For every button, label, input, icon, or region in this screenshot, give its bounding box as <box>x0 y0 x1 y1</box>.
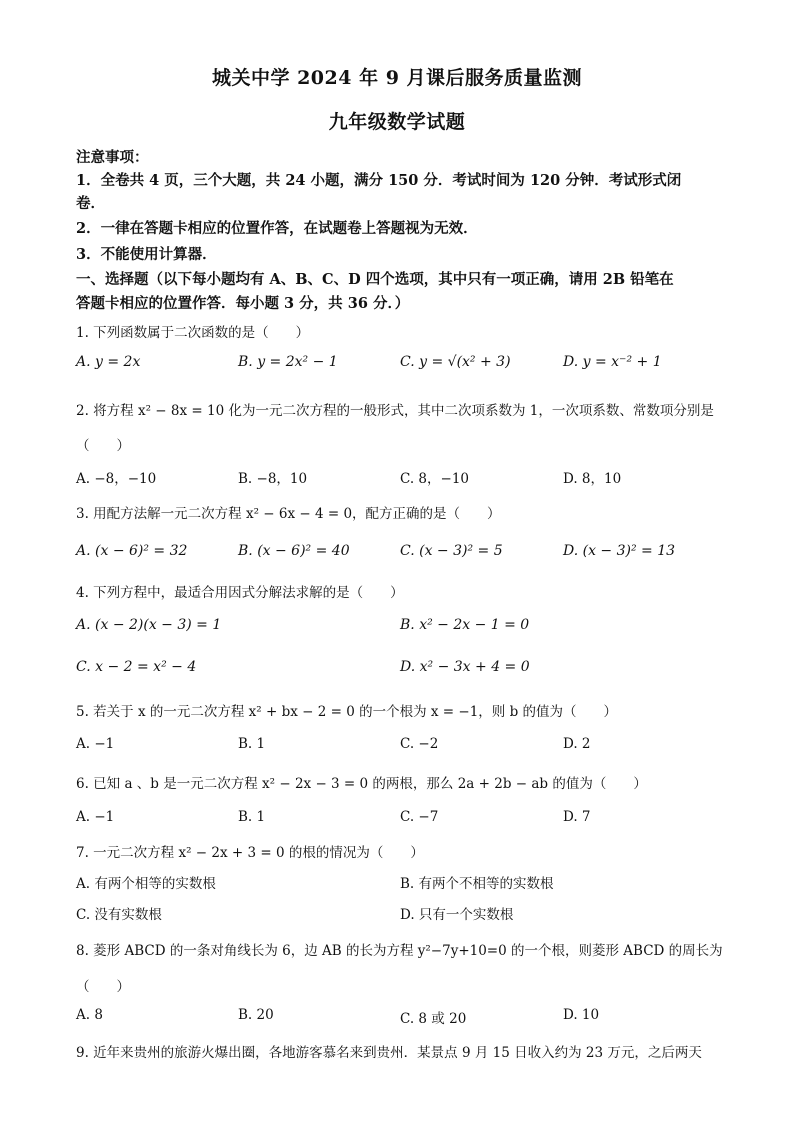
question-8-option-b[interactable]: B. 20 <box>238 1007 274 1023</box>
question-6-option-d[interactable]: D. 7 <box>563 809 591 825</box>
question-5-option-d[interactable]: D. 2 <box>563 736 591 752</box>
question-3-option-c[interactable]: C. (x − 3)² = 5 <box>400 543 503 559</box>
question-3-option-d[interactable]: D. (x − 3)² = 13 <box>563 543 676 559</box>
question-6-option-c[interactable]: C. −7 <box>400 809 439 825</box>
section-heading-cont: 答题卡相应的位置作答．每小题 3 分，共 36 分．） <box>76 295 410 312</box>
question-6-option-b[interactable]: B. 1 <box>238 809 266 825</box>
question-7-option-d[interactable]: D. 只有一个实数根 <box>400 907 514 923</box>
section-heading: 一、选择题（以下每小题均有 A、B、C、D 四个选项，其中只有一项正确，请用 2B 铅笔在 <box>76 271 674 288</box>
question-2-stem-cont: （ ） <box>76 438 130 454</box>
question-4-option-a[interactable]: A. (x − 2)(x − 3) = 1 <box>76 617 222 633</box>
question-8-stem-cont: （ ） <box>76 979 130 995</box>
notice-line-3: 3．不能使用计算器． <box>76 246 217 263</box>
question-5-option-a[interactable]: A. −1 <box>76 736 115 752</box>
question-8-option-d[interactable]: D. 10 <box>563 1007 600 1023</box>
question-7-option-a[interactable]: A. 有两个相等的实数根 <box>76 876 216 892</box>
question-5-stem: 5. 若关于 x 的一元二次方程 x² + bx − 2 = 0 的一个根为 x = −1，则 b 的值为（ ） <box>76 704 618 720</box>
question-1-option-c[interactable]: C. y = √(x² + 3) <box>400 354 511 370</box>
question-8-option-a[interactable]: A. 8 <box>76 1007 103 1023</box>
question-4-option-c[interactable]: C. x − 2 = x² − 4 <box>76 659 197 675</box>
question-8-stem: 8. 菱形 ABCD 的一条对角线长为 6，边 AB 的长为方程 y²−7y+10=0 的一个根，则菱形 ABCD 的周长为 <box>76 943 723 959</box>
question-3-stem: 3. 用配方法解一元二次方程 x² − 6x − 4 = 0，配方正确的是（ ） <box>76 506 501 522</box>
question-8-option-c[interactable]: C. 8 或 20 <box>400 1011 467 1027</box>
question-1-option-d[interactable]: D. y = x⁻² + 1 <box>563 354 662 370</box>
notice-heading: 注意事项： <box>76 149 149 166</box>
notice-line-1: 1．全卷共 4 页，三个大题，共 24 小题，满分 150 分．考试时间为 120 分钟．考试形式闭 <box>76 172 682 189</box>
question-7-option-b[interactable]: B. 有两个不相等的实数根 <box>400 876 554 892</box>
question-5-option-b[interactable]: B. 1 <box>238 736 266 752</box>
question-7-stem: 7. 一元二次方程 x² − 2x + 3 = 0 的根的情况为（ ） <box>76 845 424 861</box>
question-7-option-c[interactable]: C. 没有实数根 <box>76 907 162 923</box>
question-5-option-c[interactable]: C. −2 <box>400 736 439 752</box>
notice-line-1-cont: 卷． <box>76 195 105 212</box>
question-2-option-c[interactable]: C. 8，−10 <box>400 471 470 487</box>
question-2-option-a[interactable]: A. −8，−10 <box>76 471 157 487</box>
question-4-option-b[interactable]: B. x² − 2x − 1 = 0 <box>400 617 530 633</box>
question-2-stem: 2. 将方程 x² − 8x = 10 化为一元二次方程的一般形式，其中二次项系数为 1，一次项系数、常数项分别是 <box>76 403 714 419</box>
question-3-option-b[interactable]: B. (x − 6)² = 40 <box>238 543 350 559</box>
question-2-option-b[interactable]: B. −8，10 <box>238 471 308 487</box>
exam-subtitle: 九年级数学试题 <box>328 111 466 133</box>
notice-line-2: 2．一律在答题卡相应的位置作答，在试题卷上答题视为无效． <box>76 220 478 237</box>
question-6-stem: 6. 已知 a 、b 是一元二次方程 x² − 2x − 3 = 0 的两根，那么 2a + 2b − ab 的值为（ ） <box>76 776 647 792</box>
question-4-stem: 4. 下列方程中，最适合用因式分解法求解的是（ ） <box>76 585 404 601</box>
question-1-option-b[interactable]: B. y = 2x² − 1 <box>238 354 338 370</box>
question-2-option-d[interactable]: D. 8，10 <box>563 471 622 487</box>
exam-title: 城关中学 2024 年 9 月课后服务质量监测 <box>211 67 583 89</box>
question-9-stem: 9. 近年来贵州的旅游火爆出圈，各地游客慕名来到贵州．某景点 9 月 15 日收入约为 23 万元，之后两天 <box>76 1045 702 1061</box>
question-1-option-a[interactable]: A. y = 2x <box>76 354 141 370</box>
question-1-stem: 1. 下列函数属于二次函数的是（ ） <box>76 325 310 341</box>
question-4-option-d[interactable]: D. x² − 3x + 4 = 0 <box>400 659 530 675</box>
question-6-option-a[interactable]: A. −1 <box>76 809 115 825</box>
question-3-option-a[interactable]: A. (x − 6)² = 32 <box>76 543 188 559</box>
